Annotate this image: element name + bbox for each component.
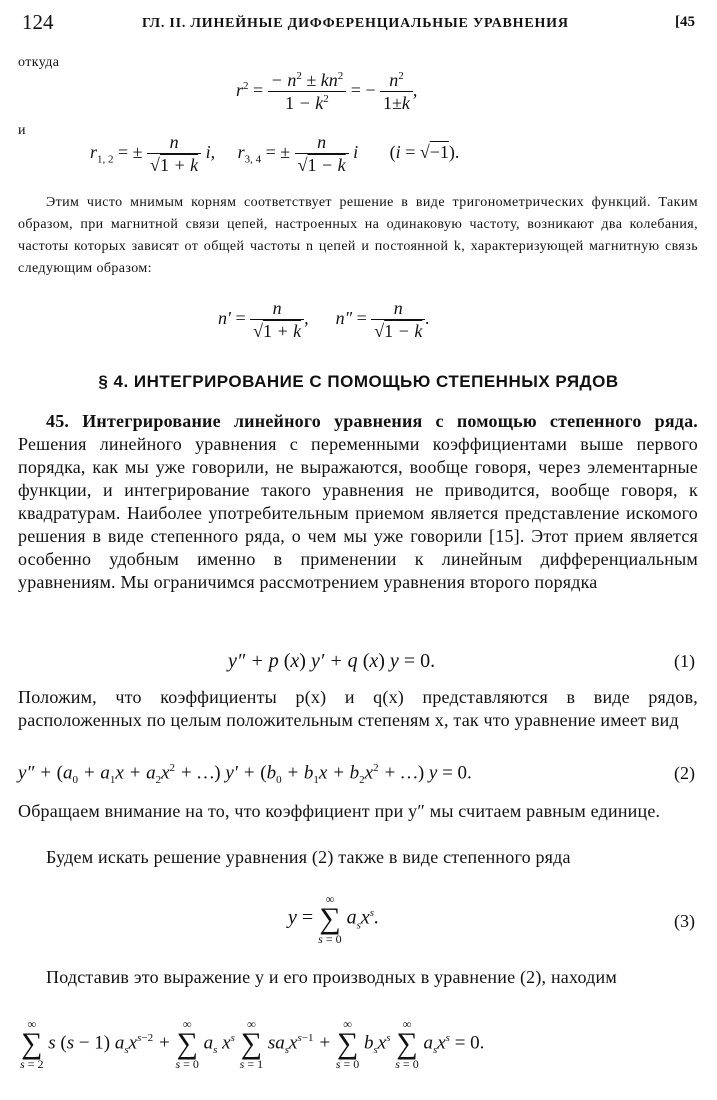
paragraph-3-text: Обращаем внимание на то, что коэффициент при y″ мы считаем равным единице. bbox=[18, 801, 661, 821]
page-number: 124 bbox=[22, 10, 54, 34]
paragraph-5 bbox=[18, 966, 698, 989]
section-heading: § 4. ИНТЕГРИРОВАНИЕ С ПОМОЩЬЮ СТЕПЕННЫХ РЯДОВ bbox=[98, 372, 619, 391]
equation-3: y = ∞ ∑ s = 0 $a_sx^s$. bbox=[288, 892, 380, 946]
running-head bbox=[22, 10, 695, 38]
paragraph-45 bbox=[18, 410, 698, 594]
equation-frequencies: n′ = $\frac{n}{√1 + k}$ , n″ = $\frac{n}{√1 - k}$ . bbox=[218, 298, 430, 341]
paragraph-45-text: Решения линейного уравнения с переменными коэффициентами выше первого порядка, как мы уже говорили, не выражаются, вообще говоря, через элементарные функции, и интегрирование такого уравнения не приводится, вообще говоря, к квадратурам. Наиболее употребительным приемом является представление искомого решения в виде степенного ряда, о чем мы уже говорили [15]. Этот прием является особенно удобным именно в применении к линейным дифференциальным уравнениям. Мы ограничимся рассмотрением уравнения второго порядка bbox=[18, 434, 698, 592]
equation-substituted: ∞ ∑ s = 2 s (s − 1) $a_sx^{s-2}$ + ∞ ∑ s = 0 $a_s$ $x^s$ ∞ ∑ s = 1 $sa_sx^{s-1}$ + ∞ ∑ s = 0 $b_sx^s$ ∞ ∑ s = 0 $a_sx^s = 0$. bbox=[20, 1017, 485, 1071]
equation-2: $y'' + (a_0 + a_1x + a_2x^2$ + …) $y' + (b_0 + b_1x + b_2x^2$ + …) y = 0. bbox=[18, 762, 472, 787]
paragraph-2-text: Положим, что коэффициенты p(x) и q(x) представляются в виде рядов, расположенных по целым положительным степеням x, так что уравнение имеет вид bbox=[18, 687, 698, 730]
equation-2-number: (2) bbox=[674, 763, 695, 783]
equation-r-squared: $r^2$ = $\frac{- n^2 \pm kn^2}{1 - k^2}$ = − $\frac{n^2}{1\pm k}$ , bbox=[236, 70, 418, 113]
word-otkuda: откуда bbox=[18, 55, 60, 70]
paragraph-4-text: Будем искать решение уравнения (2) также в виде степенного ряда bbox=[46, 847, 571, 867]
equation-3-number: (3) bbox=[674, 911, 695, 931]
paragraph-5-text: Подставив это выражение y и его производных в уравнение (2), находим bbox=[46, 967, 617, 987]
equation-roots: $r_{1, 2}$ = ± $\frac{n}{√1 + k}$ i, $r_{3, 4}$ = ± $\frac{n}{√1 - k}$ i (i = √−1). bbox=[90, 132, 460, 175]
subsection-title: 45. Интегрирование линейного уравнения с помощью степенного ряда. bbox=[46, 411, 698, 431]
paragraph-4 bbox=[18, 846, 698, 869]
paragraph-small bbox=[18, 192, 698, 280]
paragraph-3 bbox=[18, 800, 698, 823]
paragraph-small-text: Этим чисто мнимым корням соответствует решение в виде тригонометрических функций. Таким образом, при магнитной связи цепей, настроенных на одинаковую частоту, возникают два колебания, частоты которых зависят от общей частоты n цепей и постоянной k, характеризующей магнитную связь следующим образом: bbox=[18, 195, 698, 276]
equation-1-number: (1) bbox=[674, 651, 695, 671]
section-mark: [45 bbox=[675, 14, 695, 30]
chapter-title: ГЛ. II. ЛИНЕЙНЫЕ ДИФФЕРЕНЦИАЛЬНЫЕ УРАВНЕНИЯ bbox=[142, 16, 569, 31]
word-i: и bbox=[18, 123, 26, 138]
paragraph-2 bbox=[18, 686, 698, 732]
equation-1: y″ + p (x) y′ + q (x) y = 0. bbox=[228, 650, 436, 672]
